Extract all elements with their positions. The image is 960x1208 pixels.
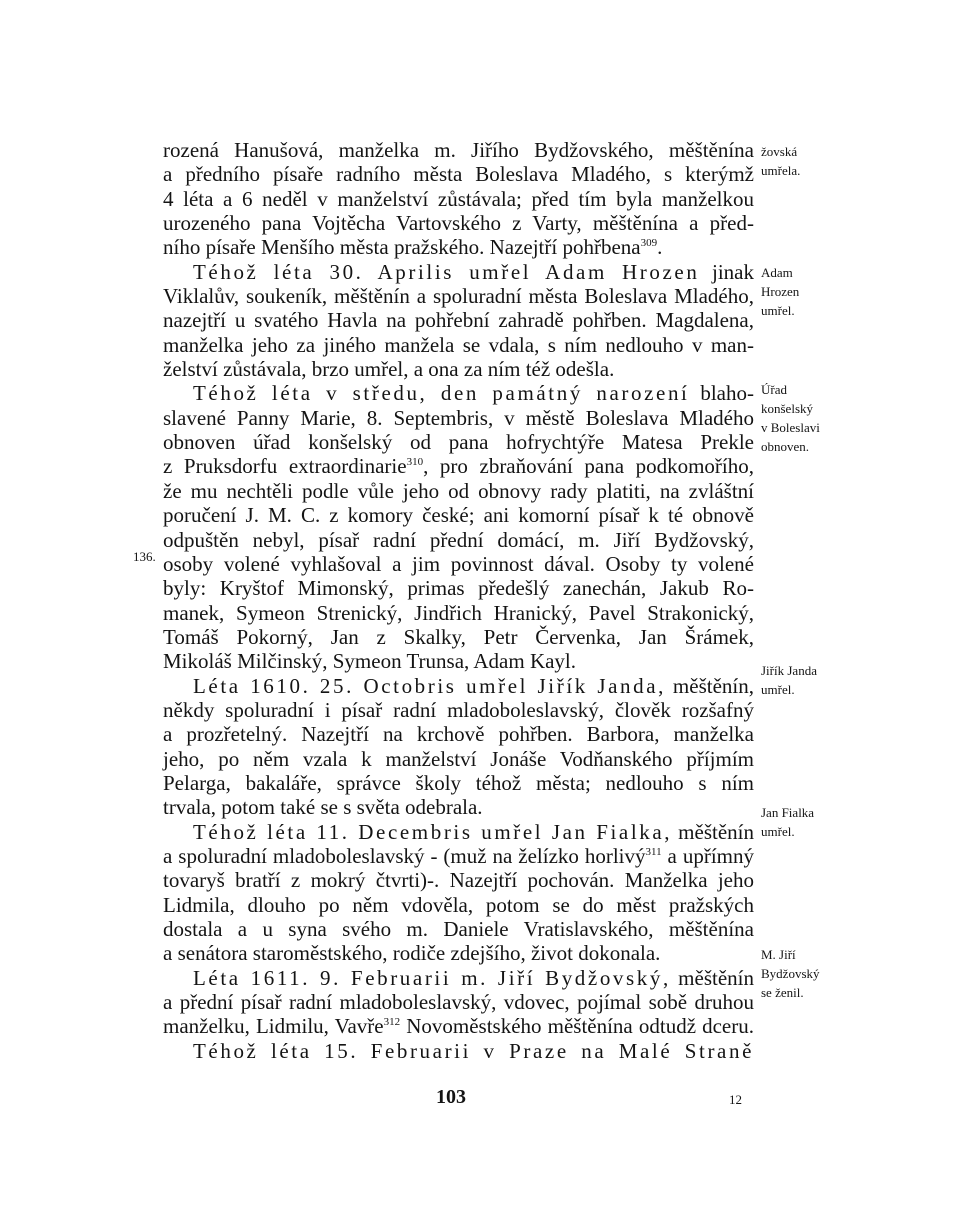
footnote-ref: 312 [383, 1016, 401, 1029]
spaced-heading: Léta 1610. 25. Octobris umřel Jiřík Janda, [193, 673, 667, 698]
text-line: a předního písaře radního města Boleslava Mladého, s kterýmž [163, 162, 754, 187]
text-line: z Pruksdorfu extraordinarie$^{310}$, pro zbraňování pana podkomořího, [163, 454, 755, 479]
footnote-ref: 309 [640, 237, 658, 250]
text-line: osoby volené vyhlašoval a jim povinnost dával. Osoby ty volené [163, 551, 754, 576]
text-line: Pelarga, bakaláře, správce školy téhož města; nedlouho s ním [163, 770, 754, 795]
text-line: rozená Hanušová, manželka m. Jiřího Bydžovského, měštěnína [163, 138, 754, 162]
page-number: 103 [436, 1086, 466, 1108]
text-line: odpuštěn nebyl, písař radní přední domácí, m. Jiří Bydžovský, [163, 527, 754, 552]
margin-note: Jan Fialka umřel. [761, 805, 815, 839]
text-line: Téhož léta 30. Aprilis umřel Adam Hrozen jinak [193, 259, 754, 284]
text-line: manželku, Lidmilu, Vavře$^{312}$ Novoměstského měštěnína odtudž dceru. [163, 1014, 754, 1039]
text-line: nazejtří u svatého Havla na pohřební zahradě pohřben. Magdalena, [163, 308, 754, 333]
signature-mark: 12 [729, 1092, 742, 1107]
margin-note: Adam Hrozen umřel. [761, 265, 800, 318]
text-line: a senátora staroměstského, rodiče zdejšího, život dokonala. [163, 941, 661, 966]
text-line: Mikoláš Milčinský, Symeon Trunsa, Adam Kayl. [163, 649, 577, 674]
text-line: a spoluradní mladoboleslavský - (muž na želízko horlivý$^{311}$ a upřímný [163, 843, 754, 868]
text-line: Tomáš Pokorný, Jan z Skalky, Petr Červenka, Jan Šrámek, [163, 624, 754, 649]
footnote-ref: 310 [406, 456, 424, 469]
text-line: a prozřetelný. Nazejtří na krchově pohřben. Barbora, manželka [163, 722, 754, 747]
text-line: dostala a u syna svého m. Daniele Vratislavského, měštěnína [163, 917, 754, 941]
spaced-heading: Téhož léta 11. Decembris umřel Jan Fialka, [193, 819, 673, 844]
footnote-ref: 311 [645, 845, 662, 858]
text-line: ního písaře Menšího města pražského. Nazejtří pohřbena$^{309}$. [163, 235, 663, 260]
spaced-heading: Téhož léta v středu, den památný narození [193, 381, 690, 406]
text-line: trvala, potom také se s světa odebrala. [163, 795, 483, 820]
spaced-heading: Téhož léta 15. Februarii v Praze na Malé Straně [193, 1038, 754, 1063]
text-line: želství zůstávala, brzo umřel, a ona za ním též odešla. [163, 357, 615, 382]
text-line [163, 1039, 754, 1063]
text-line: Léta 1611. 9. Februarii m. Jiří Bydžovský, měštěnín [193, 965, 754, 990]
text-line: někdy spoluradní i písař radní mladoboleslavský, člověk rozšafný [163, 697, 754, 722]
text-line: byly: Kryštof Mimonský, primas předešlý zanechán, Jakub Ro- [163, 576, 754, 601]
text-line: Léta 1610. 25. Octobris umřel Jiřík Janda, měštěnín, [193, 673, 754, 698]
text-line: Lidmila, dlouho po něm vdověla, potom se do měst pražských [163, 892, 754, 917]
text-line: slavené Panny Marie, 8. Septembris, v městě Boleslava Mladého [163, 405, 754, 430]
margin-note: Úřad konšelský v Boleslavi obnoven. [761, 382, 820, 454]
margin-note: M. Jiří Bydžovský se ženil. [761, 947, 820, 1000]
text-line: obnoven úřad konšelský od pana hofrychtýře Matesa Prekle [163, 430, 754, 455]
line-number: 136. [133, 549, 156, 564]
text-line: a přední písař radní mladoboleslavský, vdovec, pojímal sobě druhou [163, 990, 754, 1015]
text-line: manek, Symeon Strenický, Jindřich Hranický, Pavel Strakonický, [163, 600, 754, 625]
text-line: poručení J. M. C. z komory české; ani komorní písař k té obnově [163, 503, 754, 528]
spaced-heading: Téhož léta 30. Aprilis umřel Adam Hrozen [193, 259, 700, 284]
margin-note: žovská umřela. [761, 144, 801, 178]
text-line: jeho, po něm vzala k manželství Jonáše Vodňanského příjmím [163, 746, 754, 771]
text-line: tovaryš bratří z mokrý čtvrti)-. Nazejtří pochován. Manželka jeho [163, 868, 754, 893]
text-line: Téhož léta 11. Decembris umřel Jan Fialka, měštěnín [193, 819, 754, 844]
text-line: Viklalův, soukeník, měštěnín a spoluradní města Boleslava Mladého, [163, 284, 754, 309]
spaced-heading: Léta 1611. 9. Februarii m. Jiří Bydžovský, [193, 965, 671, 990]
text-line: urozeného pana Vojtěcha Vartovského z Varty, měštěnína a před- [163, 211, 754, 236]
text-line: Téhož léta v středu, den památný narození blaho- [193, 381, 755, 406]
text-line: 4 léta a 6 neděl v manželství zůstávala; před tím byla manželkou [163, 186, 754, 211]
text-line: manželka jeho za jiného manžela se vdala, s ním nedlouho v man- [163, 332, 754, 357]
margin-note: Jiřík Janda umřel. [761, 663, 817, 697]
main-text [163, 138, 754, 1063]
text-line: že mu nechtěli podle vůle jeho od obnovy rady platiti, na zvláštní [163, 478, 754, 503]
